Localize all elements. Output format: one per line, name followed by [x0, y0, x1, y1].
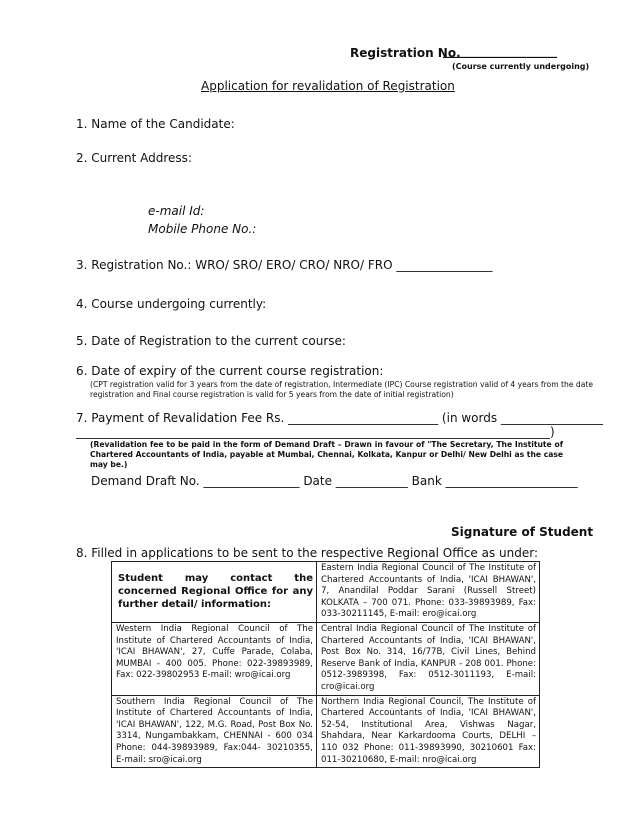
- mobile-phone-field[interactable]: Mobile Phone No.:: [148, 222, 257, 236]
- registration-number-blank[interactable]: ___________________: [443, 44, 557, 58]
- northern-office-cell: Northern India Regional Council, The Institute of Chartered Accountants of India, 'ICAI BHAWAN', 52-54, Institutional Area, Vishwas Nagar, Shahdara, Near Karkardooma Courts, DELHI – 110 032 Phone: 011-39893990, 30210601 Fax: 011-30210680, E-mail: nro@icai.org: [317, 695, 540, 768]
- expiry-note-line-2: registration and Final course registration is valid for 5 years from the date of initial registration): [90, 390, 454, 399]
- table-row: [112, 622, 540, 695]
- student-signature-label: Signature of Student: [451, 525, 594, 539]
- candidate-name-field[interactable]: 1. Name of the Candidate:: [76, 117, 235, 131]
- central-office-cell: Central India Regional Council of The Institute of Chartered Accountants of India, 'ICAI BHAWAN', Post Box No. 314, 16/77B, Civil Lines, Behind Reserve Bank of India, KANPUR - 208 001. Phone: 0512-3989398, Fax: 0512-3011193, E-mail: cro@icai.org: [317, 622, 540, 695]
- expiry-note-line-1: (CPT registration valid for 3 years from the date of registration, Intermediate (IPC) Course registration valid of 4 years from the date: [90, 380, 593, 389]
- table-row: [112, 695, 540, 768]
- demand-draft-field[interactable]: Demand Draft No. ________________ Date ____________ Bank ______________________: [91, 474, 578, 488]
- table-row: [112, 562, 540, 623]
- current-address-field[interactable]: 2. Current Address:: [76, 151, 192, 165]
- payment-field[interactable]: 7. Payment of Revalidation Fee Rs. _________________________ (in words _________________: [76, 411, 603, 425]
- southern-office-cell: Southern India Regional Council of The Institute of Chartered Accountants of India, 'ICAI BHAWAN', 122, M.G. Road, Post Box No. 3314, Nungambakkam, CHENNAI - 600 034 Phone: 044-39893989, Fax:044- 30210355, E-mail: sro@icai.org: [112, 695, 317, 768]
- page-title: Application for revalidation of Registration: [201, 79, 455, 93]
- regional-offices-intro: 8. Filled in applications to be sent to the respective Regional Office as under:: [76, 546, 538, 560]
- email-field[interactable]: e-mail Id:: [148, 204, 205, 218]
- date-of-expiry-field[interactable]: 6. Date of expiry of the current course registration:: [76, 364, 384, 378]
- registration-label: Registration No.: [350, 46, 461, 60]
- date-of-registration-field[interactable]: 5. Date of Registration to the current course:: [76, 334, 346, 348]
- western-office-cell: Western India Regional Council of The Institute of Chartered Accountants of India, 'ICAI BHAWAN', 27, Cuffe Parade, Colaba, MUMBAI - 400 005. Phone: 022-39893989, Fax: 022-39802953 E-mail: wro@icai.org: [112, 622, 317, 695]
- eastern-office-cell: Eastern India Regional Council of The Institute of Chartered Accountants of India, 'ICAI BHAWAN', 7, Anandilal Poddar Sarani (Russell Street) KOLKATA – 700 071. Phone: 033-39893989, Fax: 033-30211145, E-mail: ero@icai.org: [317, 562, 540, 623]
- regional-offices-table: [111, 561, 540, 768]
- contact-note-cell: Student may contact the concerned Regional Office for any further detail/ information:: [112, 562, 317, 623]
- course-note: (Course currently undergoing): [452, 62, 590, 71]
- payment-note: (Revalidation fee to be paid in the form of Demand Draft – Drawn in favour of "The Secretary, The Institute of Chartered Accountants of India, payable at Mumbai, Chennai, Kolkata, Kanpur or Delhi/ New Delhi as the case may be.): [90, 440, 563, 469]
- registration-number-field[interactable]: 3. Registration No.: WRO/ SRO/ ERO/ CRO/ NRO/ FRO ________________: [76, 258, 493, 272]
- course-field[interactable]: 4. Course undergoing currently:: [76, 297, 267, 311]
- payment-in-words-field[interactable]: _______________________________________________________________________________): [76, 425, 555, 439]
